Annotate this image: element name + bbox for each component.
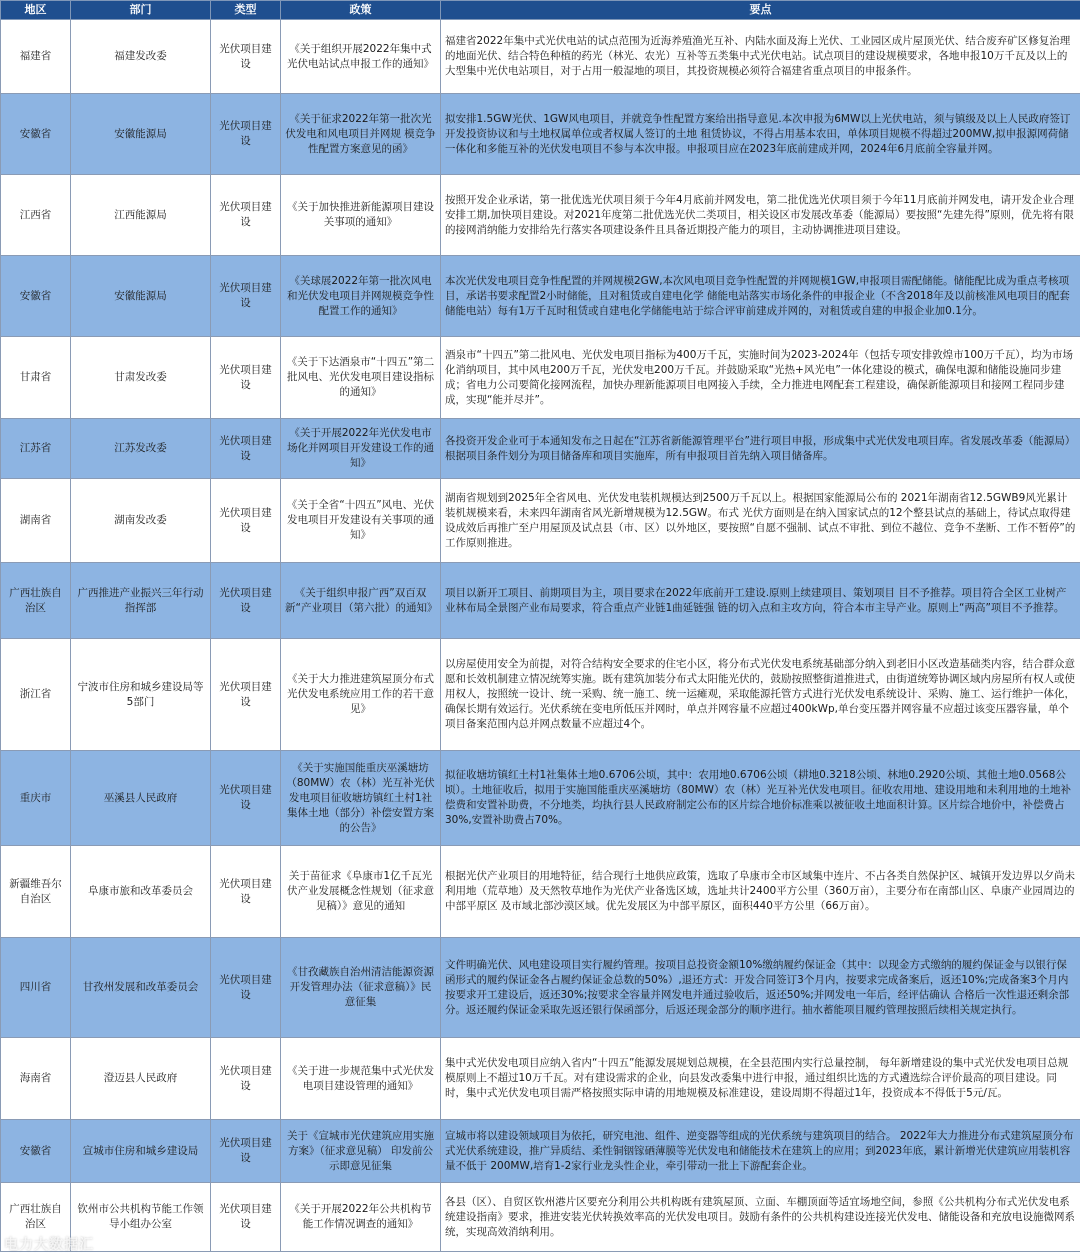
- cell-type: 光伏项目建设: [211, 20, 281, 94]
- cell-region: 新疆维吾尔自治区: [1, 846, 71, 938]
- cell-policy: 《关于全省“十四五”风电、光伏发电项目开发建设有关事项的通知》: [281, 479, 441, 563]
- cell-department: 安徽能源局: [71, 94, 211, 175]
- table-row: [1, 20, 1080, 94]
- column-header-points: 要点: [441, 1, 1080, 20]
- cell-department: 江苏发改委: [71, 419, 211, 479]
- cell-points: 集中式光伏发电项目应纳入省内“十四五”能源发展规划总规模，在全县范围内实行总量控制， 每年新增建设的集中式光伏发电项目总规模原则上不超过10万千瓦。对有建设需求的企业，向县发改委集中进行申报，通过组织比选的方式遴选综合评价最高的项目建设。同时，集中式光伏发电项目需严格按照实际申请的用地规模及标准建设，建设周期不得超过1年，投资成本不得低于5元/瓦。: [441, 1038, 1080, 1120]
- cell-department: 阜康市旅和改革委员会: [71, 846, 211, 938]
- cell-policy: 《关于组织申报广西”双百双新“产业项目（第六批）的通知》: [281, 563, 441, 639]
- table-row: [1, 639, 1080, 751]
- table-row: [1, 1183, 1080, 1252]
- cell-type: 光伏项目建设: [211, 175, 281, 256]
- cell-points: 宣城市将以建设领域项目为依托，研究电池、组件、逆变器等组成的光伏系统与建筑项目的结合。 2022年大力推进分布式建筑屋顶分布式光伏系统建设，推广异质结、柔性铜铟镓硒薄膜等光伏发电和储能技术在建筑上的应用；到2023年底，累计新增光伏建筑应用装机容量不低于 200MW,培育1-2家行业龙头性企业，牵引带动一批上下游配套企业。: [441, 1120, 1080, 1183]
- cell-department: 安徽能源局: [71, 256, 211, 337]
- cell-policy: 《关于征求2022年第一批次光伏发电和风电项目并网规 模竞争性配置方案意见的函》: [281, 94, 441, 175]
- cell-department: 广西推进产业振兴三年行动指挥部: [71, 563, 211, 639]
- cell-department: 甘孜州发展和改革委员会: [71, 938, 211, 1038]
- table-row: [1, 846, 1080, 938]
- table-row: [1, 563, 1080, 639]
- cell-department: 江西能源局: [71, 175, 211, 256]
- cell-region: 江西省: [1, 175, 71, 256]
- cell-type: 光伏项目建设: [211, 337, 281, 419]
- cell-policy: 《关于开展2022年光伏发电市场化并网项目开发建设工作的通知》: [281, 419, 441, 479]
- cell-points: 各县（区）、自贸区钦州港片区要充分利用公共机构既有建筑屋顶、立面、车棚顶面等适宜场地空间，参照《公共机构分布式光伏发电系统建设指南》要求，推进安装光伏转换效率高的光伏发电项目。鼓励有条件的公共机构建设连接光伏发电、储能设备和充放电设施微网系统，实现高效消纳利用。: [441, 1183, 1080, 1252]
- cell-type: 光伏项目建设: [211, 479, 281, 563]
- table-row: [1, 1120, 1080, 1183]
- cell-type: 光伏项目建设: [211, 1120, 281, 1183]
- cell-type: 光伏项目建设: [211, 1183, 281, 1252]
- cell-points: 根据光伏产业项目的用地特征，结合现行土地供应政策，选取了阜康市全市区域集中连片、不占各类自然保护区、城镇开发边界以夕尚未利用地（荒草地）及天然牧草地作为光伏产业备选区域，选址共计2400平方公里（360万亩），主要分布在南部山区、阜康产业园周边的中部平原区 及市域北部沙漠区域。优先发展区为中部平原区，面积440平方公里（66万亩）。: [441, 846, 1080, 938]
- table-row: [1, 479, 1080, 563]
- cell-policy: 《关球展2022年第一批次风电和光伏发电项目并网规模竞争性配置工作的通知》: [281, 256, 441, 337]
- cell-policy: 《关于大力推进建筑屋顶分布式光伏发电系统应用工作的若干意见》: [281, 639, 441, 751]
- cell-department: 宣城市住房和城乡建设局: [71, 1120, 211, 1183]
- cell-points: 湖南省规划到2025年全省风电、光伏发电装机规模达到2500万千瓦以上。根据国家能源局公布的 2021年湖南省12.5GWB9风光累计装机规模来看，未来四年湖南省风光新增规模为12.5GW。布式 光伏方面则是在纳入国家试点的12个整县试点的基础上，待试点取得建设成效后再推广至户用屋顶及试点县（市、区）以外地区，要按照“自愿不强制、试点不审批、到位不越位、竞争不垄断、工作不暂停”的工作原则推进。: [441, 479, 1080, 563]
- watermark: 电力大数据汇: [4, 1237, 94, 1253]
- cell-policy: 《关于开展2022年公共机构节能工作情况调查的通知》: [281, 1183, 441, 1252]
- cell-region: 四川省: [1, 938, 71, 1038]
- cell-region: 安徽省: [1, 1120, 71, 1183]
- cell-type: 光伏项目建设: [211, 94, 281, 175]
- table-row: [1, 337, 1080, 419]
- cell-department: 湖南发改委: [71, 479, 211, 563]
- cell-policy: 《关于下达酒泉市“十四五”第二批风电、光伏发电项目建设指标的通知》: [281, 337, 441, 419]
- cell-department: 澄迈县人民政府: [71, 1038, 211, 1120]
- cell-type: 光伏项目建设: [211, 639, 281, 751]
- cell-policy: 《关于进一步规范集中式光伏发电项目建设管理的通知》: [281, 1038, 441, 1120]
- column-header-region: 地区: [1, 1, 71, 20]
- cell-points: 文件明确光伏、风电建设项目实行履约管理。按项目总投资金额10%缴纳履约保证金（其中：以现金方式缴纳的履约保证金与以银行保函形式的履约保证金各占履约保证金总数的50%）,退还方式：开发合同签订3个月内，按要求完成备案后，返还10%;完成备案3个月内按要求开工建设后，返还30%;按要求全容量并网发电并通过验收后，返还50%;并网发电一年后，经评估确认 合格后一次性退还剩余部分。返还履约保证金采取先返还银行保函部分，后返还现金部分的顺序进行。抽水蓄能项目履约管理按照后续相关规定执行。: [441, 938, 1080, 1038]
- cell-points: 拟征收塘坊镇红土村1社集体土地0.6706公顷，其中：农用地0.6706公顷（耕地0.3218公顷、林地0.2920公顷、其他土地0.0568公顷）。土地征收后，拟用于实施国能重庆巫溪塘坊（80MW）农（林）光互补光伏发电项目。征收农用地、建设用地和未利用地的土地补偿费和安置补助费，不分地类，均执行县人民政府制定公布的区片综合地价标准乘以被征收土地面积计算。区片综合地价中，补偿费占30%,安置补助费占70%。: [441, 751, 1080, 846]
- cell-region: 江苏省: [1, 419, 71, 479]
- cell-region: 安徽省: [1, 256, 71, 337]
- cell-policy: 关于《宣城市光伏建筑应用实施方案》（征求意见稿） 印发前公示即意见征集: [281, 1120, 441, 1183]
- cell-points: 拟安排1.5GW光伏、1GW风电项目，并就竞争性配置方案给出指导意见.本次申报为6MW以上光伏电站，须与镇级及以上人民政府签订开发投资协议和与土地权属单位或者权属人签订的土地 租赁协议，不得占用基本农田，单体项目规模不得超过200MW,拟申报源网荷储一体化和多能互补的光伏发电项目不参与本次申报。申报项目应在2023年底前建成并网，2024年6月底前全容量并网。: [441, 94, 1080, 175]
- cell-region: 海南省: [1, 1038, 71, 1120]
- table-row: [1, 751, 1080, 846]
- cell-points: 本次光伏发电项目竞争性配置的并网规模2GW,本次风电项目竞争性配置的并网规模1GW,申报项目需配储能。储能配比成为重点考核项目，承诺书要求配置2小时储能，且对租赁或自建电化学 储能电站落实市场化条件的申报企业（不含2018年及以前核准风电项目的配套储能电站）每有1万千瓦时租赁或自建电化学储能电站于综合评审前建成并网的，对租赁或自建的申报企业加0.1分。: [441, 256, 1080, 337]
- cell-type: 光伏项目建设: [211, 419, 281, 479]
- cell-type: 光伏项目建设: [211, 846, 281, 938]
- cell-points: 以房屋使用安全为前提，对符合结构安全要求的住宅小区，将分布式光伏发电系统基础部分纳入到老旧小区改造基础类内容，结合群众意愿和长效机制建立情况统筹实施。既有建筑加装分布式太阳能光伏的，鼓励按照整街道推进式，由街道统筹协调区域内房屋所有权人或使用权人，按照统一设计、统一采购、统一施工、统一运瘫观，采取能源托管方式进行光伏发电系统设计、采购、施工、运行维护一体化，确保长期有效运行。光伏系统在变电所低压并网时，单点并网容量不应超过400kWp,单台变压器并网容量不应超过该变压器容量，单个项目备案范围内总并网点数量不应超过4个。: [441, 639, 1080, 751]
- column-header-department: 部门: [71, 1, 211, 20]
- cell-type: 光伏项目建设: [211, 751, 281, 846]
- cell-region: 浙江省: [1, 639, 71, 751]
- cell-department: 巫溪县人民政府: [71, 751, 211, 846]
- cell-policy: 《甘孜藏族自治州清洁能源资源开发管理办法（征求意稿）》民意征集: [281, 938, 441, 1038]
- cell-department: 宁波市住房和城乡建设局等5部门: [71, 639, 211, 751]
- cell-region: 湖南省: [1, 479, 71, 563]
- cell-policy: 《关于实施国能重庆巫溪塘坊（80MW）农（林）光互补光伏发电项目征收塘坊镇红土村1社集体土地（部分）补偿安置方案的公告》: [281, 751, 441, 846]
- cell-points: 项目以新开工项目、前期项目为主，项目要求在2022年底前开工建设.原则上续建项目、策划项目 目不予推荐。项目符合全区工业树产业林布局全景图产业布局要求，符合重点产业链1曲延链强 链的切入点和主攻方向，符合本市主导产业。原则上“两高”项目不予推荐。: [441, 563, 1080, 639]
- cell-policy: 《关于组织开展2022年集中式光伏电站试点申报工作的通知》: [281, 20, 441, 94]
- table-row: [1, 256, 1080, 337]
- column-header-policy: 政策: [281, 1, 441, 20]
- cell-points: 各投资开发企业可于本通知发布之日起在“江苏省新能源管理平台”进行项目申报，形成集中式光伏发电项目库。省发展改革委（能源局）根据项目条件划分为项目储备库和项目实施库，所有申报项目首先纳入项目储备库。: [441, 419, 1080, 479]
- cell-region: 安徽省: [1, 94, 71, 175]
- cell-policy: 《关于加快推进新能源项目建设关事项的通知》: [281, 175, 441, 256]
- cell-type: 光伏项目建设: [211, 563, 281, 639]
- cell-region: 广西壮族自治区: [1, 1183, 71, 1252]
- table-row: [1, 938, 1080, 1038]
- cell-department: 福建发改委: [71, 20, 211, 94]
- cell-points: 酒泉市“十四五”第二批风电、光伏发电项目指标为400万千瓦，实施时间为2023-2024年（包括专项安排敦煌市100万千瓦），均为市场化消纳项目，其中风电200万千瓦，光伏发电200万千瓦。并鼓励采取“光热+风光电”一体化建设的模式，确保电源和储能设施同步建成；省电力公司要简化接网流程，加快办理新能源项目电网接入手续，全力推进电网配套工程建设，确保新能源项目和接网工程同步建成，实现“能并尽并”。: [441, 337, 1080, 419]
- cell-region: 广西壮族自治区: [1, 563, 71, 639]
- cell-policy: 关于苗征求《阜康市1亿千瓦光伏产业发展概念性规划（征求意见稿）》意见的通知: [281, 846, 441, 938]
- cell-department: 甘肃发改委: [71, 337, 211, 419]
- cell-points: 福建省2022年集中式光伏电站的试点范围为近海养殖渔光互补、内陆水面及海上光伏、工业园区成片屋顶光伏、结合废弃矿区修复治理的地面光伏、结合特色种植的药光（林光、农光）互补等五类集中式光伏电站。试点项目的建设规模要求，各地申报10万千瓦及以上的大型集中光伏电站项目，对于占用一般湿地的项目，其投资规模必须符合福建省重点项目的申报条件。: [441, 20, 1080, 94]
- cell-type: 光伏项目建设: [211, 1038, 281, 1120]
- cell-region: 福建省: [1, 20, 71, 94]
- table-row: [1, 175, 1080, 256]
- cell-department: 钦州市公共机构节能工作领导小组办公室: [71, 1183, 211, 1252]
- cell-type: 光伏项目建设: [211, 938, 281, 1038]
- cell-region: 甘肃省: [1, 337, 71, 419]
- table-header-row: [1, 1, 1080, 20]
- column-header-type: 类型: [211, 1, 281, 20]
- cell-region: 重庆市: [1, 751, 71, 846]
- cell-points: 按照开发企业承诺，第一批优选光伏项目须于今年4月底前并网发电，第二批优选光伏项目须于今年11月底前并网发电，请开发企业合理安排工期,加快项目建设。对2021年度第二批优选光伏二类项目，相关设区市发展改革委（能源局）要按照“先建先得”原则，优先将有限的接网消纳能力安排给先行落实各项建设条件且具备近期投产能力的项目，主动协调推进项目建设。: [441, 175, 1080, 256]
- table-row: [1, 94, 1080, 175]
- table-row: [1, 1038, 1080, 1120]
- table-row: [1, 419, 1080, 479]
- cell-type: 光伏项目建设: [211, 256, 281, 337]
